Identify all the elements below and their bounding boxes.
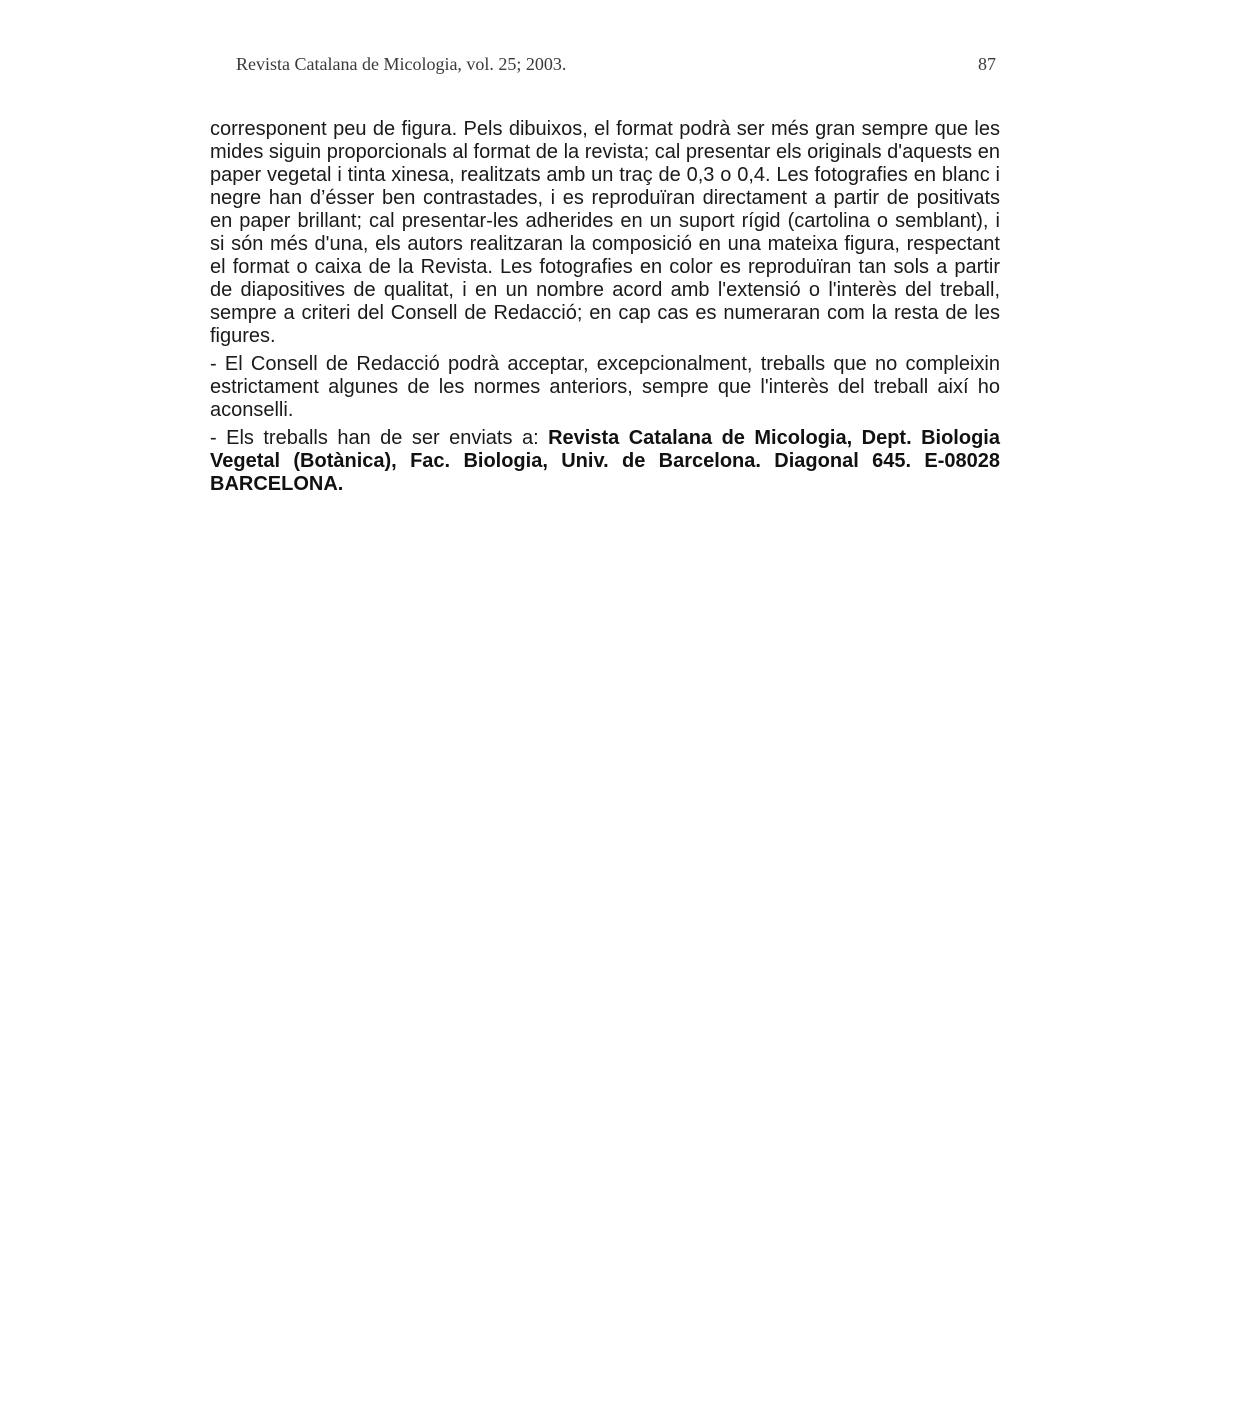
paragraph-submission (210, 427, 1000, 496)
submission-address: Revista Catalana de Micologia, Dept. Biologia Vegetal (Botànica), Fac. Biologia, Univ. de Barcelona. Diagonal 645. E-08028 BARCELONA. (210, 427, 1000, 495)
running-header (236, 54, 996, 78)
journal-citation: Revista Catalana de Micologia, vol. 25; 2003. (236, 54, 567, 74)
body-text (210, 118, 1000, 496)
paragraph-exceptions: - El Consell de Redacció podrà acceptar, excepcionalment, treballs que no compleixin estrictament algunes de les normes anteriors, sempre que l'interès del treball així ho aconselli. (210, 353, 1000, 421)
paragraph-figures: corresponent peu de figura. Pels dibuixos, el format podrà ser més gran sempre que les mides siguin proporcionals al format de la revista; cal presentar els originals d'aquests en paper vegetal i tinta xinesa, realitzats amb un traç de 0,3 o 0,4. Les fotografies en blanc i negre han d’ésser ben contrastades, i es reproduïran directament a partir de positivats en paper brillant; cal presentar-les adherides en un suport rígid (cartolina o semblant), i si són més d'una, els autors realitzaran la composició en una mateixa figura, respectant el format o caixa de la Revista. Les fotografies en color es reproduïran tan sols a partir de diapositives de qualitat, i en un nombre acord amb l'extensió o l'interès del treball, sempre a criteri del Consell de Redacció; en cap cas es numeraran com la resta de les figures. (210, 118, 1000, 347)
page-number: 87 (978, 54, 996, 74)
submission-intro: - Els treballs han de ser enviats a: (210, 427, 549, 449)
